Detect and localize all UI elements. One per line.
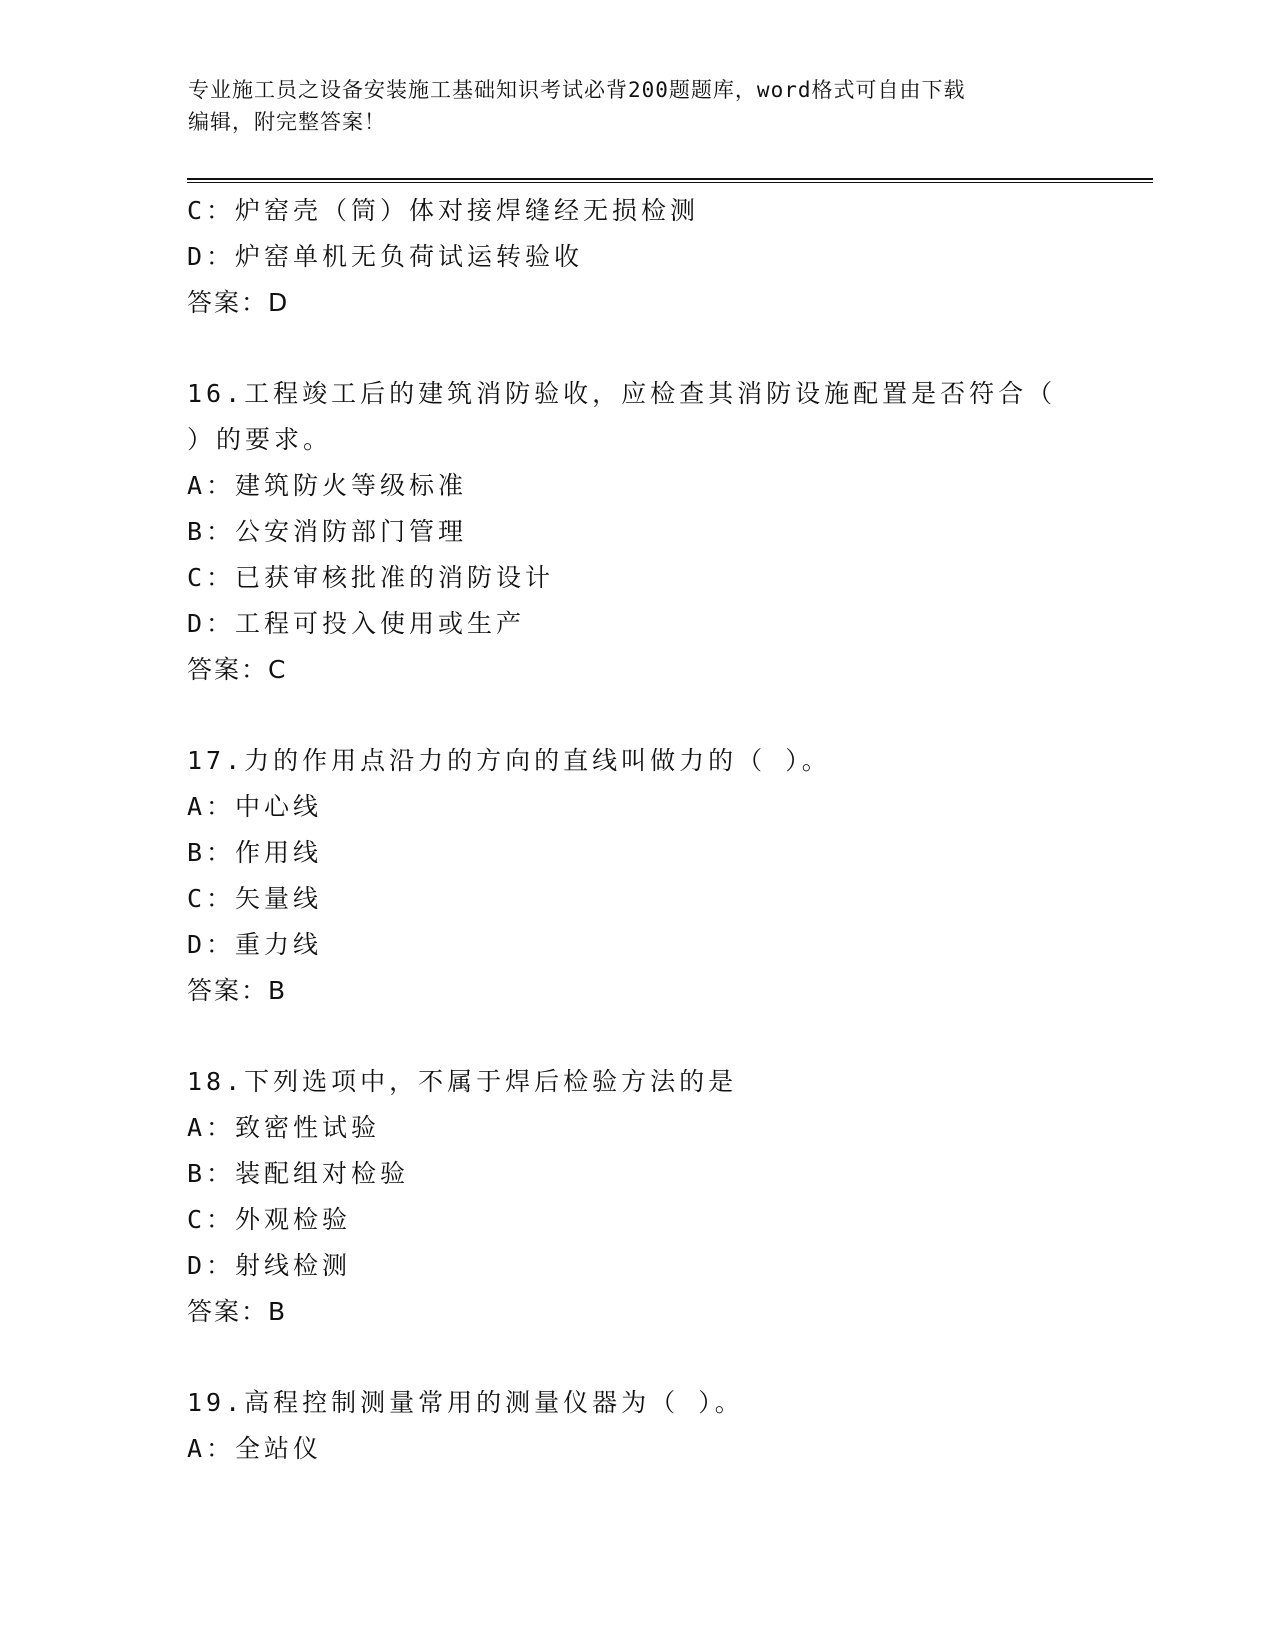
option-d: D：重力线 xyxy=(187,930,323,959)
header-title-line-2: 编辑，附完整答案！ xyxy=(188,110,386,134)
header-divider-thick xyxy=(187,178,1153,180)
option-b: B：作用线 xyxy=(187,838,323,867)
question-stem: 18.下列选项中，不属于焊后检验方法的是 xyxy=(187,1067,738,1096)
option-a: A：致密性试验 xyxy=(187,1113,381,1142)
question-stem: 16.工程竣工后的建筑消防验收，应检查其消防设施配置是否符合（ xyxy=(187,379,1057,408)
option-a: A：建筑防火等级标准 xyxy=(187,471,468,500)
option-c: C：已获审核批准的消防设计 xyxy=(187,563,555,592)
question-15-continuation xyxy=(187,188,1087,326)
spacer xyxy=(187,326,1087,371)
spacer xyxy=(187,1014,1087,1059)
question-stem: 17.力的作用点沿力的方向的直线叫做力的（ ）。 xyxy=(187,746,831,775)
option-b: B：装配组对检验 xyxy=(187,1159,410,1188)
question-19 xyxy=(187,1380,1087,1472)
question-stem: 19.高程控制测量常用的测量仪器为（ ）。 xyxy=(187,1388,744,1417)
option-d: D：工程可投入使用或生产 xyxy=(187,609,526,638)
header-divider-thin xyxy=(187,182,1153,183)
answer-label: 答案：B xyxy=(187,976,288,1005)
answer-label: 答案：D xyxy=(187,288,290,317)
question-stem-continued: ）的要求。 xyxy=(187,425,333,454)
option-c: C：矢量线 xyxy=(187,884,323,913)
spacer xyxy=(187,1335,1087,1380)
option-c: C：外观检验 xyxy=(187,1205,352,1234)
option-c: C：炉窑壳（筒）体对接焊缝经无损检测 xyxy=(187,196,700,225)
header-title-line-1: 专业施工员之设备安装施工基础知识考试必背200题题库，word格式可自由下载 xyxy=(188,78,966,102)
question-16 xyxy=(187,371,1087,693)
option-d: D：炉窑单机无负荷试运转验收 xyxy=(187,242,584,271)
option-a: A：全站仪 xyxy=(187,1434,323,1463)
question-body xyxy=(187,188,1087,1472)
spacer xyxy=(187,693,1087,738)
option-d: D：射线检测 xyxy=(187,1251,352,1280)
question-18 xyxy=(187,1059,1087,1335)
answer-label: 答案：B xyxy=(187,1297,288,1326)
document-header xyxy=(188,74,1068,138)
option-b: B：公安消防部门管理 xyxy=(187,517,468,546)
answer-label: 答案：C xyxy=(187,655,288,684)
option-a: A：中心线 xyxy=(187,792,323,821)
question-17 xyxy=(187,738,1087,1014)
